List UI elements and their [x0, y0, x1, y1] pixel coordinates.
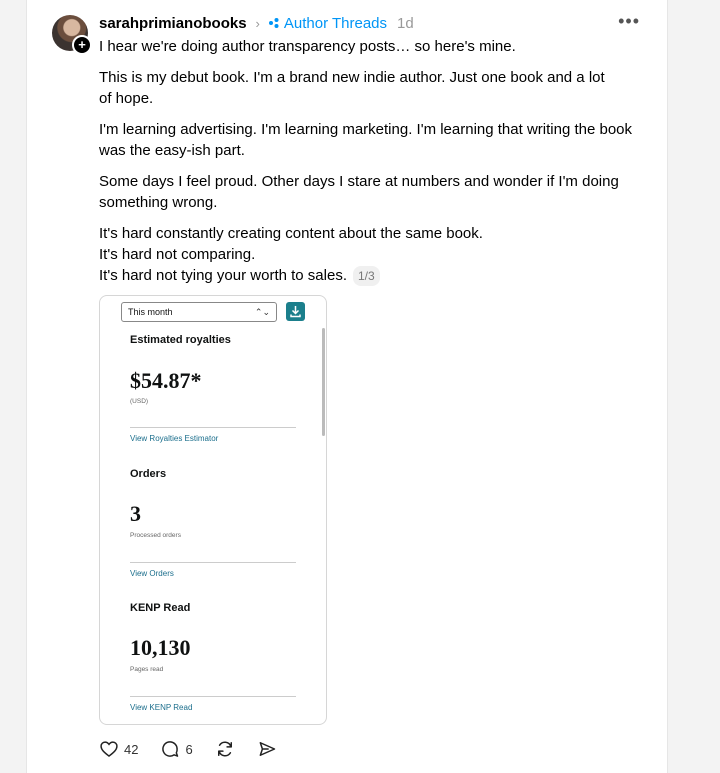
post-line: It's hard constantly creating content about the same book.: [99, 225, 483, 242]
post-body: [99, 36, 659, 286]
post-paragraph: This is my debut book. I'm a brand new indie author. Just one book and a lot of hope.: [99, 69, 605, 107]
comment-icon: [160, 739, 180, 759]
like-button[interactable]: [99, 739, 138, 759]
select-arrows-icon: ⌃⌄: [254, 307, 270, 317]
post-paragraph: I'm learning advertising. I'm learning marketing. I'm learning that writing the book was the easy-ish part.: [99, 121, 633, 159]
send-icon: [257, 739, 277, 759]
post-line: It's hard not tying your worth to sales.: [99, 267, 347, 284]
divider: [130, 427, 296, 428]
reply-button[interactable]: [160, 739, 192, 759]
orders-caption: Processed orders: [130, 532, 181, 539]
royalties-currency: (USD): [130, 398, 149, 405]
heart-icon: [99, 739, 119, 759]
view-orders-link: View Orders: [130, 569, 174, 578]
divider: [130, 696, 296, 697]
username-link[interactable]: sarahprimianobooks: [99, 14, 247, 32]
kenp-caption: Pages read: [130, 666, 164, 673]
period-select: [121, 302, 277, 322]
post-header: [99, 13, 414, 33]
orders-value: 3: [130, 501, 141, 526]
post-paragraph: Some days I feel proud. Other days I stare at numbers and wonder if I'm doing something wrong.: [99, 173, 619, 211]
kenp-value: 10,130: [130, 635, 191, 660]
orders-title: Orders: [130, 468, 167, 480]
chevron-right-icon: ›: [255, 15, 260, 31]
media-counter-badge: 1/3: [353, 266, 380, 286]
share-button[interactable]: [257, 739, 277, 759]
reply-count: 6: [185, 741, 193, 757]
royalties-title: Estimated royalties: [130, 334, 231, 346]
post-paragraph: I hear we're doing author transparency posts… so here's mine.: [99, 38, 516, 55]
kenp-title: KENP Read: [130, 602, 191, 614]
like-count: 42: [124, 741, 139, 757]
post-image-royalties-dashboard[interactable]: [99, 295, 327, 725]
repost-icon: [215, 739, 235, 759]
image-scrollbar: [322, 328, 325, 436]
post-action-bar: [99, 738, 299, 760]
topic-dots-icon: [268, 17, 280, 29]
download-icon: [286, 302, 305, 321]
post-line-with-counter: [99, 265, 659, 286]
avatar[interactable]: [52, 15, 88, 51]
divider: [130, 562, 296, 563]
follow-plus-icon[interactable]: +: [72, 35, 92, 55]
view-kenp-link: View KENP Read: [130, 703, 193, 712]
more-options-icon[interactable]: •••: [618, 11, 640, 31]
royalties-estimator-link: View Royalties Estimator: [130, 434, 219, 443]
repost-button[interactable]: [215, 739, 235, 759]
royalties-value: $54.87*: [130, 368, 202, 393]
post-timestamp: 1d: [397, 14, 414, 32]
period-select-value: This month: [128, 307, 173, 317]
topic-tag-link[interactable]: Author Threads: [283, 14, 388, 32]
post-line: It's hard not comparing.: [99, 246, 256, 263]
